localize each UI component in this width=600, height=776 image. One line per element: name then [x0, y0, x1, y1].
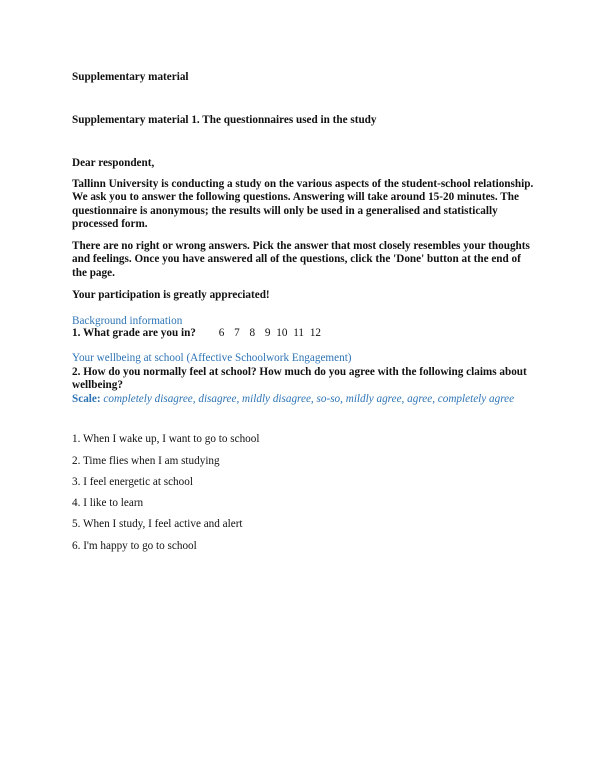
grade-option: 8 [249, 327, 256, 339]
grade-options [219, 327, 328, 339]
grade-option: 10 [276, 327, 288, 339]
section-background-title: Background information [72, 315, 183, 327]
list-item: 6. I'm happy to go to school [72, 540, 197, 552]
grade-option: 7 [234, 327, 240, 339]
thanks-line: Your participation is greatly appreciated! [72, 289, 270, 301]
grade-option: 9 [264, 327, 271, 339]
list-item: 4. I like to learn [72, 497, 144, 509]
scale-label: Scale: [72, 393, 101, 405]
list-item: 1. When I wake up, I want to go to school [72, 433, 260, 445]
scale-line [72, 393, 534, 406]
list-item: 2. Time flies when I am studying [72, 455, 220, 467]
document-heading: Supplementary material [72, 71, 189, 83]
document-subheading: Supplementary material 1. The questionnaires used in the study [72, 114, 377, 126]
grade-option: 11 [293, 327, 305, 339]
salutation: Dear respondent, [72, 157, 155, 169]
intro-paragraph: Tallinn University is conducting a study on the various aspects of the student-school relationship. We ask you to answer the following questions. Answering will take around 15-20 minutes. The questionnaire is anonymous; the results will only be used in a generalised and statistically processed form. [72, 178, 534, 231]
list-item: 3. I feel energetic at school [72, 476, 193, 488]
instructions-paragraph: There are no right or wrong answers. Pick the answer that most closely resembles your thoughts and feelings. Once you have answered all of the questions, click the 'Done' button at the end of the page. [72, 240, 530, 279]
grade-option: 12 [309, 327, 322, 339]
list-item: 5. When I study, I feel active and alert [72, 518, 243, 530]
question-wellbeing: 2. How do you normally feel at school? How much do you agree with the following claims about wellbeing? [72, 366, 527, 392]
section-wellbeing-title: Your wellbeing at school (Affective Schoolwork Engagement) [72, 352, 352, 364]
question-grade [72, 327, 328, 340]
question-grade-text: 1. What grade are you in? [72, 327, 196, 339]
grade-option: 6 [218, 327, 225, 339]
scale-values: completely disagree, disagree, mildly disagree, so-so, mildly agree, agree, completely agree [103, 393, 515, 405]
